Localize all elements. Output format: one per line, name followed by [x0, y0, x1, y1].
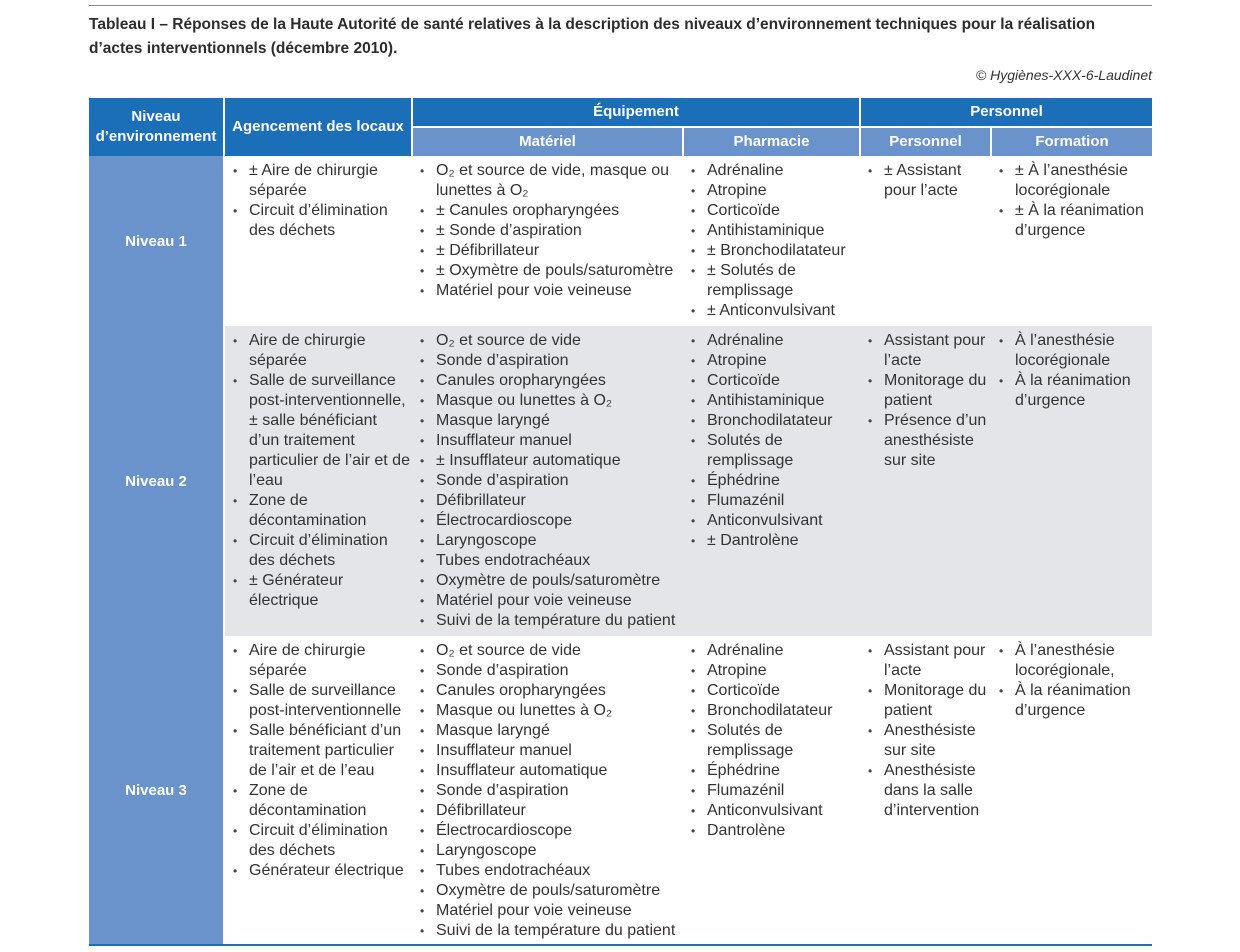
header-pharmacie: Pharmacie — [683, 127, 860, 156]
level-label: Niveau 3 — [89, 636, 224, 945]
list-item: • Salle de surveillance post-interventionnelle, ± salle bénéficiant d’un traitement particulier de l’air et de l’eau — [227, 371, 410, 491]
list-item: • Laryngoscope — [414, 841, 681, 861]
list-item: • ± Anticonvulsivant — [685, 301, 858, 321]
list-item: • O₂ et source de vide — [414, 641, 681, 661]
list-item: • Adrénaline — [685, 331, 858, 351]
list-item: • ± À la réanimation d’urgence — [993, 201, 1150, 241]
list-item: • Insufflateur automatique — [414, 761, 681, 781]
list-item: • Atropine — [685, 661, 858, 681]
list-item: • Suivi de la température du patient — [414, 611, 681, 631]
credit-line: © Hygiènes-XXX-6-Laudinet — [975, 67, 1152, 83]
cell-materiel — [412, 636, 683, 945]
cell-materiel — [412, 326, 683, 636]
table-body — [89, 156, 1152, 945]
list-item: • Anesthésiste dans la salle d’intervention — [862, 761, 989, 821]
list-item: • Masque ou lunettes à O₂ — [414, 701, 681, 721]
list-item: • À l’anesthésie locorégionale, — [993, 641, 1150, 681]
list-item: • Corticoïde — [685, 371, 858, 391]
header-equipement: Équipement — [412, 98, 860, 127]
list-item: • Générateur électrique — [227, 861, 410, 881]
list-item: • Aire de chirurgie séparée — [227, 641, 410, 681]
list-item: • Aire de chirurgie séparée — [227, 331, 410, 371]
list-item: • Sonde d’aspiration — [414, 661, 681, 681]
list-item: • Sonde d’aspiration — [414, 471, 681, 491]
list-item: • À la réanimation d’urgence — [993, 681, 1150, 721]
list-item: • Salle de surveillance post-interventionnelle — [227, 681, 410, 721]
list-item: • Assistant pour l’acte — [862, 641, 989, 681]
cell-formation — [991, 636, 1152, 945]
list-item: • Corticoïde — [685, 681, 858, 701]
list-item: • Sonde d’aspiration — [414, 351, 681, 371]
bullet-list — [685, 161, 858, 321]
list-item: • ± Bronchodilatateur — [685, 241, 858, 261]
list-item: • Canules oropharyngées — [414, 371, 681, 391]
bottom-rule — [89, 944, 1152, 946]
list-item: • Matériel pour voie veineuse — [414, 901, 681, 921]
bullet-list — [414, 641, 681, 941]
bullet-list — [993, 161, 1150, 241]
list-item: • Solutés de remplissage — [685, 721, 858, 761]
list-item: • Corticoïde — [685, 201, 858, 221]
list-item: • ± Aire de chirurgie séparée — [227, 161, 410, 201]
cell-pharmacie — [683, 636, 860, 945]
list-item: • Électrocardioscope — [414, 821, 681, 841]
list-item: • Circuit d’élimination des déchets — [227, 531, 410, 571]
list-item: • ± Sonde d’aspiration — [414, 221, 681, 241]
list-item: • ± Défibrillateur — [414, 241, 681, 261]
list-item: • Bronchodilatateur — [685, 701, 858, 721]
list-item: • Zone de décontamination — [227, 491, 410, 531]
list-item: • Oxymètre de pouls/saturomètre — [414, 881, 681, 901]
list-item: • Salle bénéficiant d’un traitement particulier de l’air et de l’eau — [227, 721, 410, 781]
cell-pharmacie — [683, 156, 860, 326]
list-item: • Monitorage du patient — [862, 371, 989, 411]
header-formation: Formation — [991, 127, 1152, 156]
list-item: • Insufflateur manuel — [414, 431, 681, 451]
list-item: • Monitorage du patient — [862, 681, 989, 721]
list-item: • Anticonvulsivant — [685, 801, 858, 821]
list-item: • Tubes endotrachéaux — [414, 861, 681, 881]
list-item: • O₂ et source de vide — [414, 331, 681, 351]
list-item: • ± À l’anesthésie locorégionale — [993, 161, 1150, 201]
top-rule — [89, 5, 1152, 6]
list-item: • Défibrillateur — [414, 801, 681, 821]
list-item: • Électrocardioscope — [414, 511, 681, 531]
list-item: • Matériel pour voie veineuse — [414, 281, 681, 301]
header-personnel-group: Personnel — [860, 98, 1152, 127]
list-item: • Zone de décontamination — [227, 781, 410, 821]
list-item: • Dantrolène — [685, 821, 858, 841]
table-row — [89, 636, 1152, 945]
header-personnel: Personnel — [860, 127, 991, 156]
list-item: • Adrénaline — [685, 641, 858, 661]
bullet-list — [993, 641, 1150, 721]
list-item: • Bronchodilatateur — [685, 411, 858, 431]
level-label: Niveau 1 — [89, 156, 224, 326]
list-item: • Masque ou lunettes à O₂ — [414, 391, 681, 411]
cell-formation — [991, 156, 1152, 326]
list-item: • ± Canules oropharyngées — [414, 201, 681, 221]
cell-personnel — [860, 326, 991, 636]
cell-agencement — [224, 326, 412, 636]
list-item: • Oxymètre de pouls/saturomètre — [414, 571, 681, 591]
cell-personnel — [860, 156, 991, 326]
bullet-list — [227, 331, 410, 611]
table-caption: Tableau I – Réponses de la Haute Autorité de santé relatives à la description des niveaux d’environnement techniques pour la réalisation d’actes interventionnels (décembre 2010). — [89, 16, 1096, 57]
list-item: • Canules oropharyngées — [414, 681, 681, 701]
header-agencement: Agencement des locaux — [224, 98, 412, 156]
bullet-list — [227, 161, 410, 241]
list-item: • Sonde d’aspiration — [414, 781, 681, 801]
list-item: • Atropine — [685, 181, 858, 201]
list-item: • ± Oxymètre de pouls/saturomètre — [414, 261, 681, 281]
list-item: • À la réanimation d’urgence — [993, 371, 1150, 411]
list-item: • Éphédrine — [685, 471, 858, 491]
list-item: • Défibrillateur — [414, 491, 681, 511]
bullet-list — [685, 331, 858, 551]
list-item: • Circuit d’élimination des déchets — [227, 201, 410, 241]
bullet-list — [414, 331, 681, 631]
list-item: • Insufflateur manuel — [414, 741, 681, 761]
header-materiel: Matériel — [412, 127, 683, 156]
header-niveau: Niveau d’environnement — [89, 98, 224, 156]
level-label: Niveau 2 — [89, 326, 224, 636]
cell-personnel — [860, 636, 991, 945]
list-item: • ± Insufflateur automatique — [414, 451, 681, 471]
list-item: • Tubes endotrachéaux — [414, 551, 681, 571]
list-item: • ± Dantrolène — [685, 531, 858, 551]
list-item: • Antihistaminique — [685, 221, 858, 241]
list-item: • Éphédrine — [685, 761, 858, 781]
list-item: • Solutés de remplissage — [685, 431, 858, 471]
list-item: • Flumazénil — [685, 491, 858, 511]
environment-levels-table — [89, 98, 1152, 945]
list-item: • Flumazénil — [685, 781, 858, 801]
list-item: • Présence d’un anesthésiste sur site — [862, 411, 989, 471]
bullet-list — [227, 641, 410, 881]
bullet-list — [993, 331, 1150, 411]
list-item: • À l’anesthésie locorégionale — [993, 331, 1150, 371]
list-item: • O₂ et source de vide, masque ou lunettes à O₂ — [414, 161, 681, 201]
table-row — [89, 326, 1152, 636]
list-item: • Suivi de la température du patient — [414, 921, 681, 941]
list-item: • Masque laryngé — [414, 411, 681, 431]
list-item: • Antihistaminique — [685, 391, 858, 411]
bullet-list — [685, 641, 858, 841]
bullet-list — [862, 331, 989, 471]
table-row — [89, 156, 1152, 326]
cell-formation — [991, 326, 1152, 636]
list-item: • Masque laryngé — [414, 721, 681, 741]
list-item: • Anesthésiste sur site — [862, 721, 989, 761]
cell-agencement — [224, 156, 412, 326]
list-item: • ± Assistant pour l’acte — [862, 161, 989, 201]
bullet-list — [862, 641, 989, 821]
cell-materiel — [412, 156, 683, 326]
cell-pharmacie — [683, 326, 860, 636]
bullet-list — [414, 161, 681, 301]
bullet-list — [862, 161, 989, 201]
list-item: • Assistant pour l’acte — [862, 331, 989, 371]
list-item: • Atropine — [685, 351, 858, 371]
cell-agencement — [224, 636, 412, 945]
list-item: • Matériel pour voie veineuse — [414, 591, 681, 611]
list-item: • ± Générateur électrique — [227, 571, 410, 611]
list-item: • Laryngoscope — [414, 531, 681, 551]
list-item: • Circuit d’élimination des déchets — [227, 821, 410, 861]
list-item: • Anticonvulsivant — [685, 511, 858, 531]
list-item: • Adrénaline — [685, 161, 858, 181]
list-item: • ± Solutés de remplissage — [685, 261, 858, 301]
